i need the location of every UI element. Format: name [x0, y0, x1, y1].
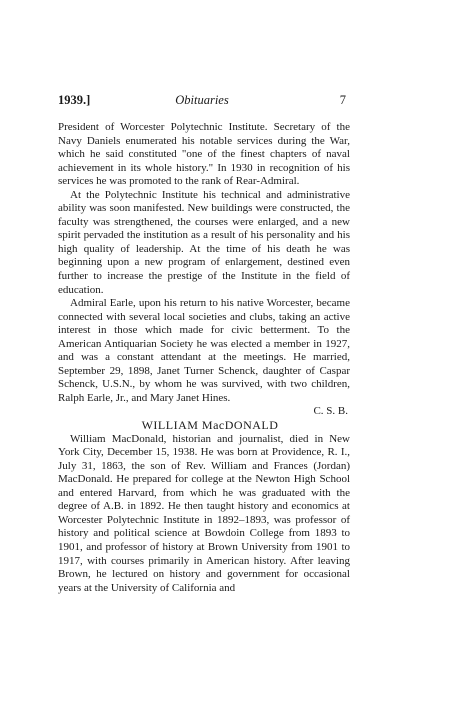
paragraph: Admiral Earle, upon his return to his native Worcester, became connected with several local societies and clubs, taking an active interest in those which made for civic betterment. To the American Antiquarian Society he was elected a member in 1927, and was a constant attendant at the meetings. He married, September 29, 1898, Janet Turner Schenck, daughter of Caspar Schenck, U.S.N., by whom he was survived, with two children, Ralph Earle, Jr., and Mary Janet Hines.: [58, 297, 350, 404]
paragraph: William MacDonald, historian and journalist, died in New York City, December 15, 1938. He was born at Providence, R. I., July 31, 1863, the son of Rev. William and Frances (Jordan) MacDonald. He prepared for college at the Newton High School and entered Harvard, from which he was graduated with the degree of A.B. in 1892. He then taught history and economics at Worcester Polytechnic Institute in 1892–1893, was professor of history and political science at Bowdoin College from 1893 to 1901, and professor of history at Brown University from 1901 to 1917, with courses primarily in American history. After leaving Brown, he lectured on history and government for occasional years at the University of California and: [58, 432, 350, 594]
header-year: 1939.]: [58, 93, 91, 107]
running-header: [58, 93, 346, 109]
body-text: [58, 121, 350, 595]
obituary-heading: WILLIAM MacDONALD: [141, 418, 279, 433]
author-initials: C. S. B.: [313, 405, 348, 418]
header-section-title: Obituaries: [175, 93, 229, 107]
paragraph: President of Worcester Polytechnic Institute. Secretary of the Navy Daniels enumerated his notable services during the War, which he said constituted "one of the finest chapters of naval achievement in its whole history." In 1930 in recognition of his services he was promoted to the rank of Rear-Admiral.: [58, 121, 350, 188]
page-number: 7: [339, 93, 346, 107]
paragraph: At the Polytechnic Institute his technical and administrative ability was soon manifested. New buildings were constructed, the faculty was strengthened, the courses were enlarged, and a new spirit pervaded the institution as a result of his personality and his high quality of leadership. At the time of his death he was beginning upon a new program of enlargement, destined even further to increase the prestige of the Institute in the field of education.: [58, 188, 350, 296]
